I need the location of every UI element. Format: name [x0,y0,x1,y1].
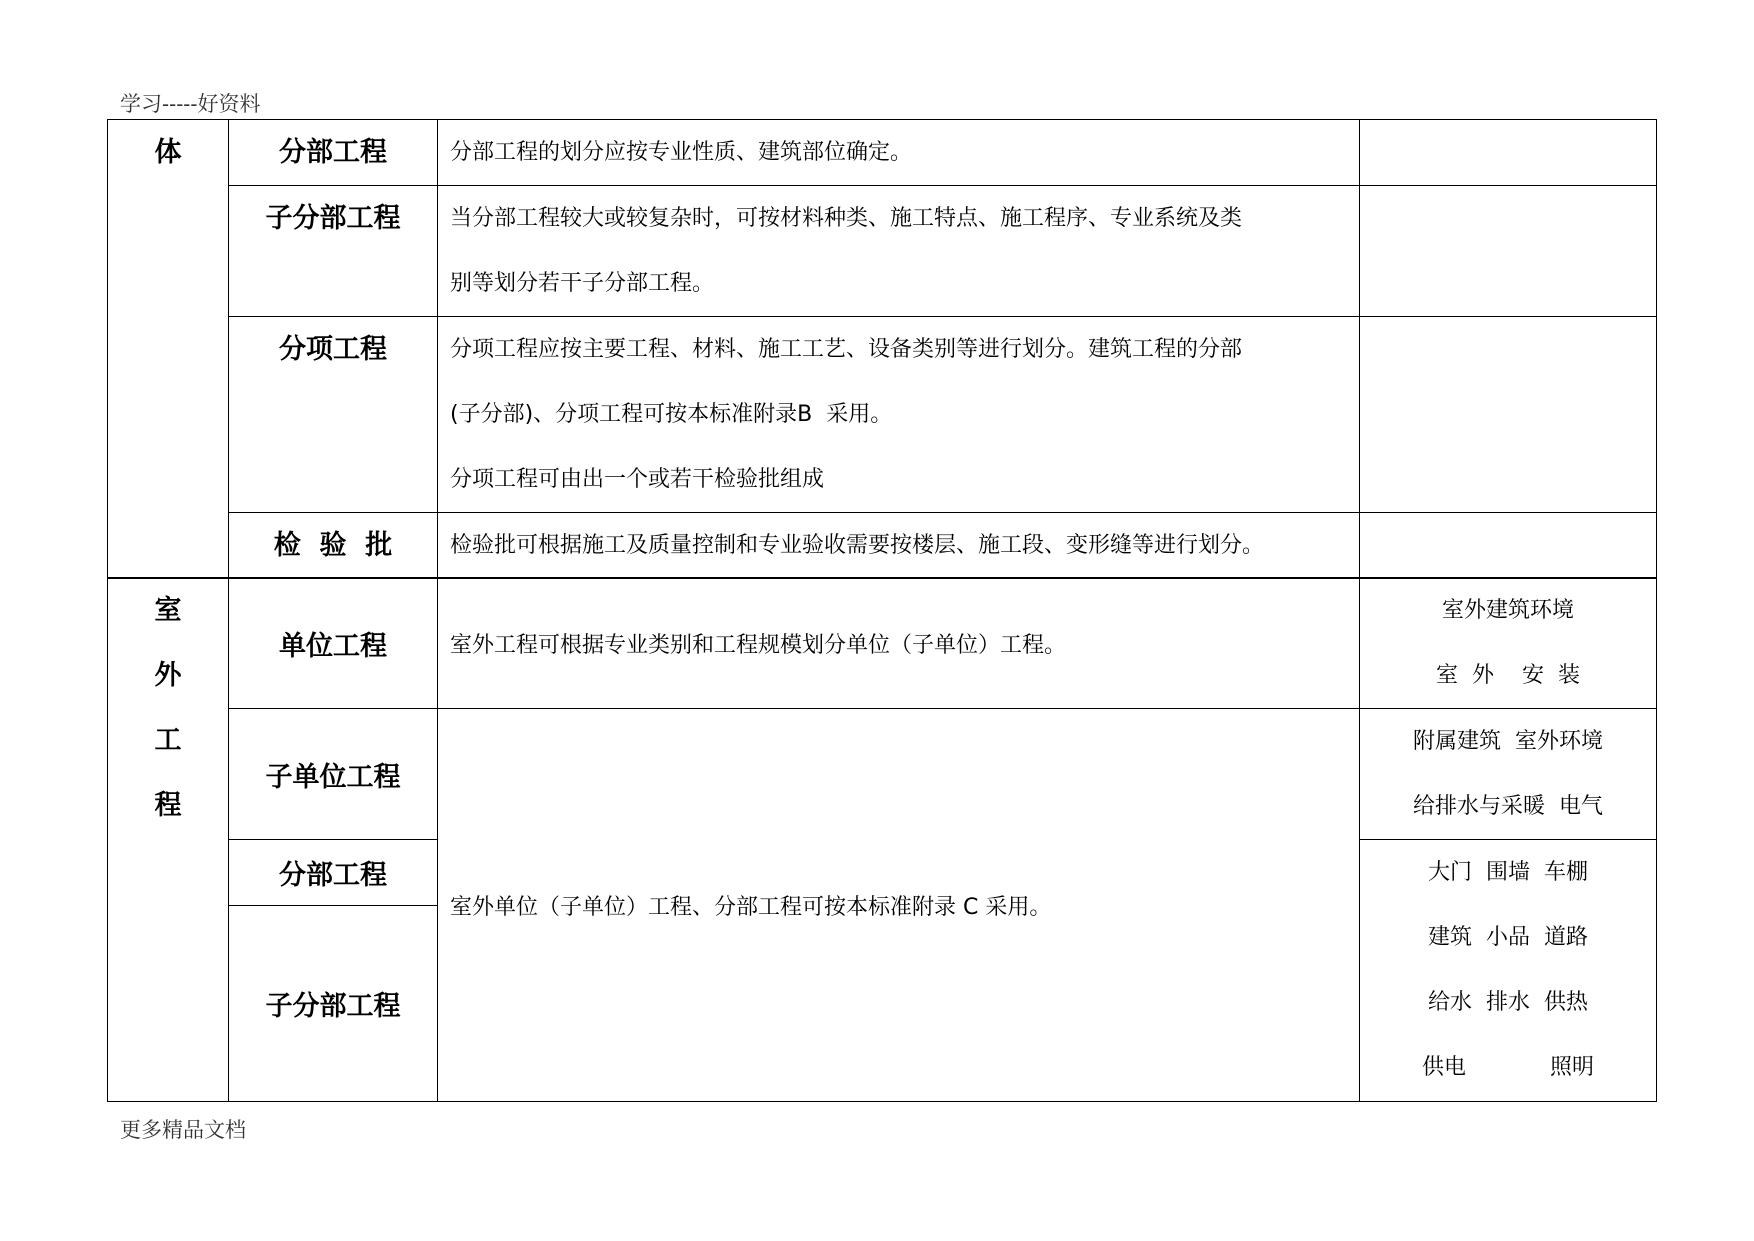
outdoor-table [107,577,1657,1102]
row-right: 大门 围墙 车棚 建筑 小品 道路 给水 排水 供热 供电 照明 [1360,840,1657,1102]
row-desc: 分部工程的划分应按专业性质、建筑部位确定。 [438,120,1360,186]
division-table [107,119,1657,579]
row-desc: 检验批可根据施工及质量控制和专业验收需要按楼层、施工段、变形缝等进行划分。 [438,513,1360,579]
row-name: 子分部工程 [229,186,438,317]
page-footer: 更多精品文档 [120,1118,246,1142]
row-right: 室外建筑环境 室 外 安 装 [1360,578,1657,709]
row-name: 子单位工程 [229,709,438,840]
table-row [108,120,1657,186]
table-row [108,186,1657,317]
row-name: 分部工程 [229,840,438,906]
row-desc: 当分部工程较大或较复杂时，可按材料种类、施工特点、施工程序、专业系统及类 别等划分若干子分部工程。 [438,186,1360,317]
row-right [1360,186,1657,317]
row-name: 分项工程 [229,317,438,513]
row-name: 子分部工程 [229,906,438,1102]
row-desc: 室外工程可根据专业类别和工程规模划分单位（子单位）工程。 [438,578,1360,709]
row-name: 检 验 批 [229,513,438,579]
row-right [1360,120,1657,186]
row-right: 附属建筑 室外环境 给排水与采暖 电气 [1360,709,1657,840]
table-row [108,578,1657,709]
row-name: 单位工程 [229,578,438,709]
group-label-outdoor: 室 外 工 程 [108,578,229,1102]
page-header: 学习-----好资料 [120,92,261,116]
shared-desc: 室外单位（子单位）工程、分部工程可按本标准附录 C 采用。 [438,709,1360,1102]
table-row [108,709,1657,840]
row-name: 分部工程 [229,120,438,186]
row-desc: 分项工程应按主要工程、材料、施工工艺、设备类别等进行划分。建筑工程的分部 (子分部)、分项工程可按本标准附录B 采用。 分项工程可由出一个或若干检验批组成 [438,317,1360,513]
row-right [1360,513,1657,579]
group-label-body: 体 [108,120,229,579]
row-right [1360,317,1657,513]
table-row [108,317,1657,513]
table-row [108,513,1657,579]
